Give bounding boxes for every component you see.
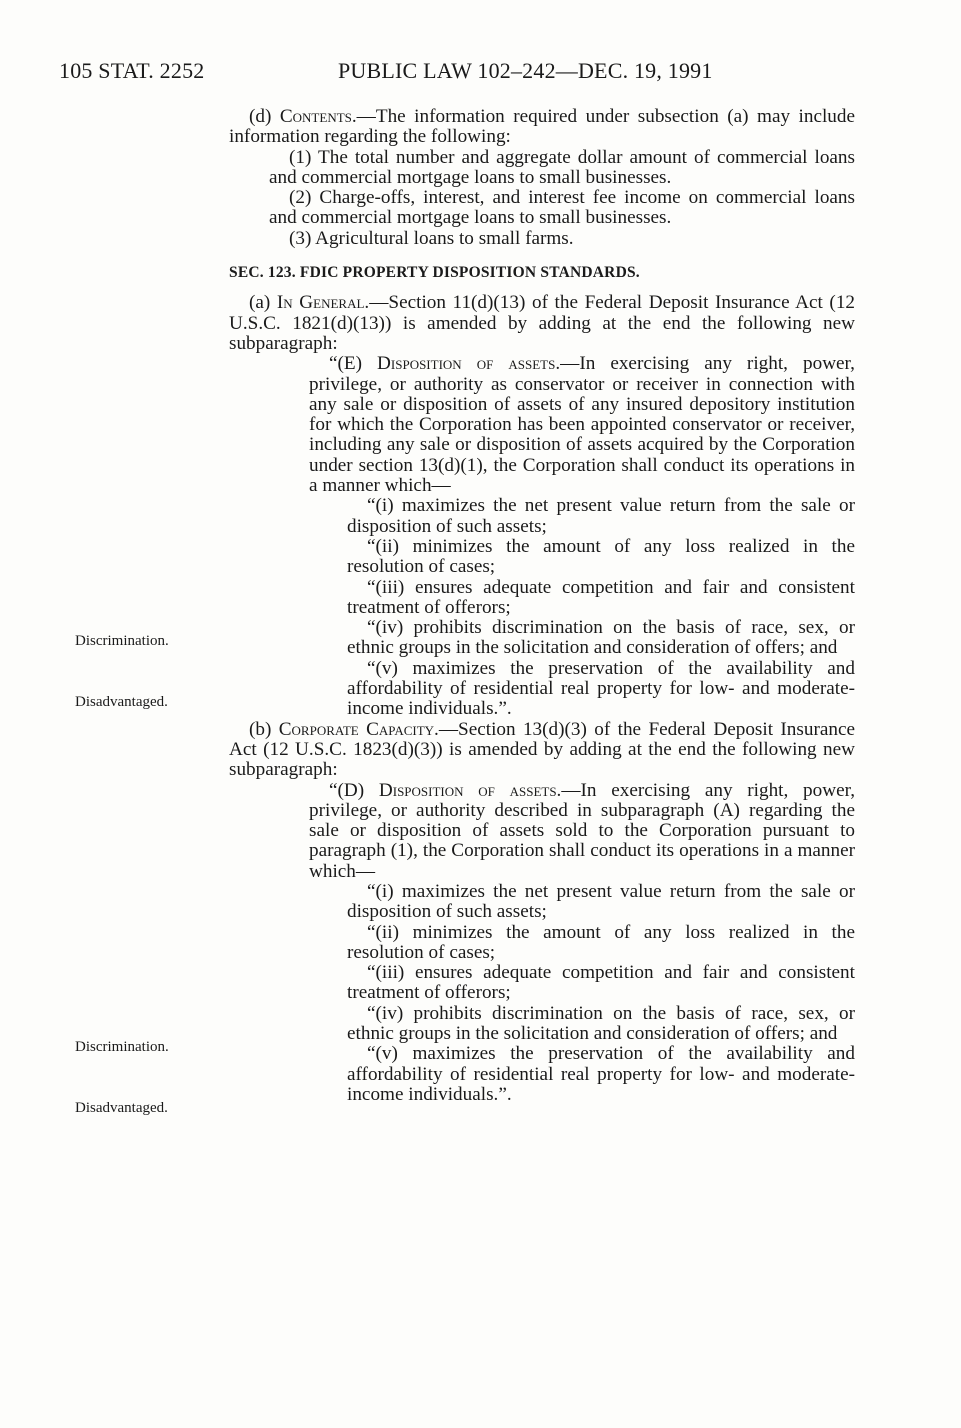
subsection-label: (b) xyxy=(249,718,279,740)
list-item-text: (3) Agricultural loans to small farms. xyxy=(289,227,574,249)
subsection-heading: In General. xyxy=(276,292,370,314)
subparagraph-e xyxy=(229,354,855,496)
clause-item: “(i) maximizes the net present value return from the sale or disposition of such assets; xyxy=(347,495,855,537)
clause-item: “(iii) ensures adequate competition and fair and consistent treatment of offerors; xyxy=(347,962,855,1004)
subparagraph-label: “(E) xyxy=(329,353,378,375)
subparagraph-heading: Disposition of assets. xyxy=(377,353,561,375)
subsection-a xyxy=(229,293,855,354)
subsection-text: —The information required under subsection (a) may include information regarding the following: xyxy=(229,106,856,148)
subparagraph-label: “(D) xyxy=(329,779,379,801)
clause-item: “(ii) minimizes the amount of any loss realized in the resolution of cases; xyxy=(347,535,855,578)
list-item xyxy=(229,188,855,229)
clause-item: “(iv) prohibits discrimination on the basis of race, sex, or ethnic groups in the solicitation and consideration of offers; and xyxy=(347,1002,855,1045)
running-head: PUBLIC LAW 102–242—DEC. 19, 1991 xyxy=(338,58,713,83)
clause-item: “(v) maximizes the preservation of the availability and affordability of residential real property for low- and moderate-income individuals.”. xyxy=(347,1043,855,1105)
section-heading: SEC. 123. FDIC PROPERTY DISPOSITION STANDARDS. xyxy=(229,264,640,282)
list-item-text: (2) Charge-offs, interest, and interest fee income on commercial loans and commercial mortgage loans to small businesses. xyxy=(269,187,855,229)
margin-note-disadvantaged: Disadvantaged. xyxy=(75,1100,168,1116)
clause-item: “(iv) prohibits discrimination on the basis of race, sex, or ethnic groups in the solicitation and consideration of offers; and xyxy=(347,617,855,659)
law-text xyxy=(229,107,855,1105)
margin-note-disadvantaged: Disadvantaged. xyxy=(75,694,168,710)
subsection-heading: Contents. xyxy=(279,106,357,127)
margin-note-discrimination: Discrimination. xyxy=(75,1039,169,1055)
margin-note-discrimination: Discrimination. xyxy=(75,633,169,649)
subsection-text: —Section 13(d)(3) of the Federal Deposit Insurance Act (12 U.S.C. 1823(d)(3)) is amended by adding at the end the following new subparagraph: xyxy=(229,718,855,781)
subsection-text: —Section 11(d)(13) of the Federal Deposit Insurance Act (12 U.S.C. 1821(d)(13)) is amended by adding at the end the following new subparagraph: xyxy=(229,292,856,354)
clause-item: “(i) maximizes the net present value return from the sale or disposition of such assets; xyxy=(347,880,855,923)
subsection-label: (a) xyxy=(249,292,277,314)
page-citation: 105 STAT. 2252 xyxy=(59,58,205,83)
subparagraph-heading: Disposition of assets. xyxy=(378,779,562,801)
subparagraph-text: —In exercising any right, power, privilege, or authority as conservator or receiver in connection with any sale or disposition of assets of any insured depository institution for which the Corporation has been appointed conservator or receiver, including any sale or disposition of assets acquired by the Corporation under section 13(d)(1), the Corporation shall conduct its operations in a manner which— xyxy=(309,353,855,497)
list-item xyxy=(229,229,855,249)
list-item xyxy=(229,148,855,189)
subsection-label: (d) xyxy=(249,106,280,127)
subsection-heading: Corporate Capacity. xyxy=(278,718,439,740)
list-item-text: (1) The total number and aggregate dollar amount of commercial loans and commercial mortgage loans to small businesses. xyxy=(269,146,855,188)
subsection-b xyxy=(229,720,855,781)
subsection-d xyxy=(229,107,855,148)
clause-item: “(v) maximizes the preservation of the availability and affordability of residential real property for low- and moderate-income individuals.”. xyxy=(347,657,855,720)
subparagraph-d xyxy=(229,781,855,882)
clause-item: “(ii) minimizes the amount of any loss realized in the resolution of cases; xyxy=(347,921,855,963)
clause-item: “(iii) ensures adequate competition and fair and consistent treatment of offerors; xyxy=(347,576,855,618)
subparagraph-text: —In exercising any right, power, privilege, or authority described in subparagraph (A) regarding the sale or disposition of assets sold to the Corporation pursuant to paragraph (1), the Corporation shall conduct its operations in a manner which— xyxy=(309,779,855,882)
